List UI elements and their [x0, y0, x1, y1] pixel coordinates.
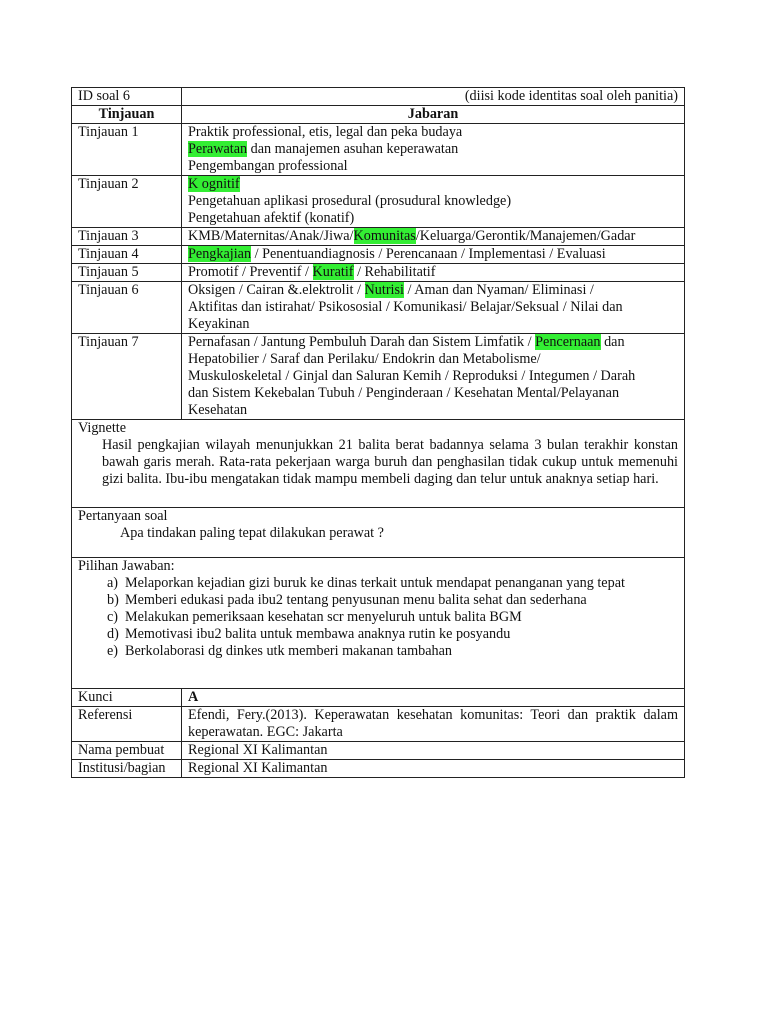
- pembuat-row: [72, 742, 685, 760]
- tinjauan-row: [72, 176, 685, 228]
- jabaran-line: [188, 385, 678, 402]
- tinjauan-row: [72, 334, 685, 420]
- choice-text: Memotivasi ibu2 balita untuk membawa anaknya rutin ke posyandu: [125, 626, 511, 642]
- highlighted-term: Pengkajian: [188, 246, 252, 262]
- jabaran-cell: [182, 124, 685, 176]
- jabaran-text: KMB/Maternitas/Anak/Jiwa/: [188, 228, 354, 244]
- institusi-label: Institusi/bagian: [72, 760, 182, 778]
- kunci-label: Kunci: [72, 689, 182, 707]
- jabaran-line: [188, 299, 678, 316]
- tinjauan-header: Tinjauan: [72, 106, 182, 124]
- jabaran-text: Oksigen / Cairan &.elektrolit /: [188, 282, 365, 298]
- choice-text: Melaporkan kejadian gizi buruk ke dinas terkait untuk mendapat penanganan yang tepat: [125, 575, 625, 591]
- choice-item: [107, 626, 678, 643]
- jabaran-line: [188, 193, 678, 210]
- jabaran-text: dan Sistem Kekebalan Tubuh / Penginderaan / Kesehatan Mental/Pelayanan: [188, 385, 620, 401]
- vignette-label: Vignette: [78, 420, 126, 436]
- institusi-value: Regional XI Kalimantan: [182, 760, 685, 778]
- jabaran-line: [188, 368, 678, 385]
- question-cell: [72, 508, 685, 558]
- jabaran-text: Pernafasan / Jantung Pembuluh Darah dan Sistem Limfatik /: [188, 334, 536, 350]
- choices-cell: [72, 558, 685, 689]
- question-table: [71, 87, 685, 778]
- choice-text: Melakukan pemeriksaan kesehatan scr menyeluruh untuk balita BGM: [125, 609, 522, 625]
- jabaran-text: Kesehatan: [188, 402, 248, 418]
- choice-letter: d): [107, 626, 119, 642]
- jabaran-line: [188, 334, 678, 351]
- jabaran-text: Pengembangan professional: [188, 158, 348, 174]
- choice-letter: b): [107, 592, 119, 608]
- jabaran-cell: [182, 176, 685, 228]
- choice-text: Berkolaborasi dg dinkes utk memberi makanan tambahan: [125, 643, 453, 659]
- jabaran-text: /Keluarga/Gerontik/Manajemen/Gadar: [415, 228, 636, 244]
- vignette-text: Hasil pengkajian wilayah menunjukkan 21 balita berat badannya selama 3 bulan terakhir konstan bawah garis merah. Rata-rata pekerjaan warga buruh dan penghasilan tidak cukup untuk memenuhi gizi balita. Ibu-ibu mengatakan tidak mampu membeli daging dan telur untuk anaknya setiap hari.: [102, 437, 678, 487]
- jabaran-text: Keyakinan: [188, 316, 250, 332]
- jabaran-text: Aktifitas dan istirahat/ Psikososial / Komunikasi/ Belajar/Seksual / Nilai dan: [188, 299, 623, 315]
- jabaran-cell: [182, 334, 685, 420]
- jabaran-line: [188, 351, 678, 368]
- highlighted-term: K ognitif: [188, 176, 240, 192]
- jabaran-line: [188, 124, 678, 141]
- jabaran-cell: [182, 246, 685, 264]
- choice-letter: c): [107, 609, 119, 625]
- choice-text: Memberi edukasi pada ibu2 tentang penyusunan menu balita sehat dan sederhana: [125, 592, 587, 608]
- tinjauan-label: Tinjauan 3: [72, 228, 182, 246]
- jabaran-text: Hepatobilier / Saraf dan Perilaku/ Endokrin dan Metabolisme/: [188, 351, 541, 367]
- header-row: [72, 106, 685, 124]
- referensi-value: Efendi, Fery.(2013). Keperawatan kesehatan komunitas: Teori dan praktik dalam keperawatan. EGC: Jakarta: [182, 707, 685, 742]
- jabaran-text: Muskuloskeletal / Ginjal dan Saluran Kemih / Reproduksi / Integumen / Darah: [188, 368, 636, 384]
- jabaran-line: [188, 246, 678, 263]
- choice-letter: a): [107, 575, 119, 591]
- choices-label: Pilihan Jawaban:: [78, 558, 175, 574]
- id-label: ID soal 6: [72, 88, 182, 106]
- institusi-row: [72, 760, 685, 778]
- kunci-value: A: [182, 689, 685, 707]
- question-form: [71, 87, 685, 778]
- jabaran-text: Promotif / Preventif /: [188, 264, 313, 280]
- jabaran-text: Pengetahuan aplikasi prosedural (prosudural knowledge): [188, 193, 512, 209]
- question-label: Pertanyaan soal: [78, 508, 168, 524]
- jabaran-text: / Rehabilitatif: [353, 264, 436, 280]
- id-row: [72, 88, 685, 106]
- jabaran-line: [188, 264, 678, 281]
- jabaran-text: dan: [600, 334, 625, 350]
- choices-row: [72, 558, 685, 689]
- question-row: [72, 508, 685, 558]
- jabaran-text: Pengetahuan afektif (konatif): [188, 210, 355, 226]
- jabaran-cell: [182, 264, 685, 282]
- jabaran-text: / Penentuandiagnosis / Perencanaan / Implementasi / Evaluasi: [251, 246, 606, 262]
- id-note: (diisi kode identitas soal oleh panitia): [182, 88, 685, 106]
- tinjauan-label: Tinjauan 2: [72, 176, 182, 228]
- tinjauan-row: [72, 282, 685, 334]
- tinjauan-label: Tinjauan 6: [72, 282, 182, 334]
- tinjauan-label: Tinjauan 7: [72, 334, 182, 420]
- highlighted-term: Perawatan: [188, 141, 248, 157]
- choice-item: [107, 592, 678, 609]
- choice-list: [78, 575, 678, 660]
- highlighted-term: Pencernaan: [535, 334, 601, 350]
- pembuat-label: Nama pembuat: [72, 742, 182, 760]
- question-text: Apa tindakan paling tepat dilakukan perawat ?: [120, 525, 384, 541]
- jabaran-cell: [182, 228, 685, 246]
- jabaran-cell: [182, 282, 685, 334]
- jabaran-line: [188, 402, 678, 419]
- jabaran-header: Jabaran: [182, 106, 685, 124]
- tinjauan-label: Tinjauan 4: [72, 246, 182, 264]
- jabaran-text: / Aman dan Nyaman/ Eliminasi /: [403, 282, 594, 298]
- tinjauan-row: [72, 228, 685, 246]
- tinjauan-label: Tinjauan 5: [72, 264, 182, 282]
- jabaran-line: [188, 228, 678, 245]
- jabaran-line: [188, 282, 678, 299]
- choice-item: [107, 643, 678, 660]
- jabaran-text: dan manajemen asuhan keperawatan: [247, 141, 459, 157]
- jabaran-line: [188, 316, 678, 333]
- tinjauan-row: [72, 124, 685, 176]
- choice-letter: e): [107, 643, 119, 659]
- jabaran-text: Praktik professional, etis, legal dan peka budaya: [188, 124, 463, 140]
- tinjauan-row: [72, 264, 685, 282]
- highlighted-term: Kuratif: [312, 264, 354, 280]
- choice-item: [107, 575, 678, 592]
- pembuat-value: Regional XI Kalimantan: [182, 742, 685, 760]
- highlighted-term: Nutrisi: [364, 282, 404, 298]
- jabaran-line: [188, 158, 678, 175]
- jabaran-line: [188, 210, 678, 227]
- kunci-row: [72, 689, 685, 707]
- vignette-cell: [72, 420, 685, 508]
- jabaran-line: [188, 141, 678, 158]
- choice-item: [107, 609, 678, 626]
- tinjauan-row: [72, 246, 685, 264]
- jabaran-line: [188, 176, 678, 193]
- vignette-row: [72, 420, 685, 508]
- tinjauan-label: Tinjauan 1: [72, 124, 182, 176]
- referensi-row: [72, 707, 685, 742]
- highlighted-term: Komunitas: [353, 228, 416, 244]
- referensi-label: Referensi: [72, 707, 182, 742]
